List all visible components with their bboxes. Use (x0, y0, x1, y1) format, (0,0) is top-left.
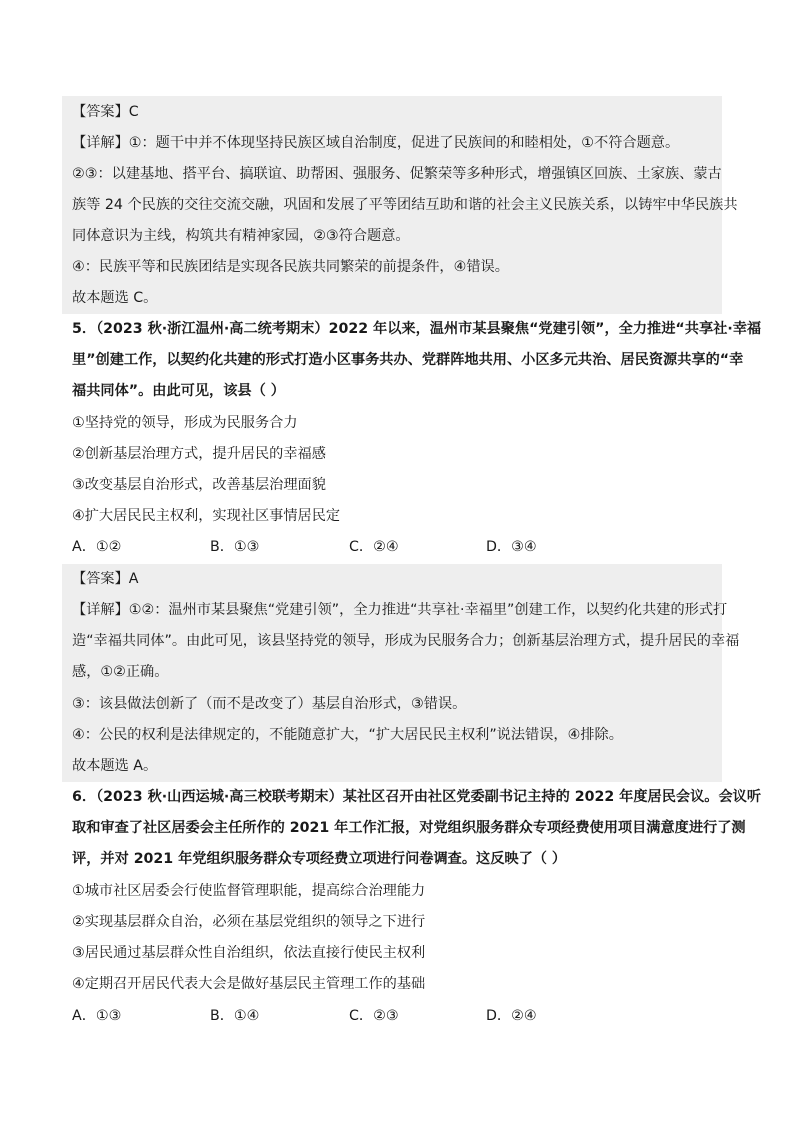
question-stem-q6: 6．（2023 秋·山西运城·高三校联考期末）某社区召开由社区党委副书记主持的 2022 年度居民会议。会议听 (72, 789, 762, 805)
statement-item: ④定期召开居民代表大会是做好基层民主管理工作的基础 (72, 976, 426, 992)
detail-line: ③：该县做法创新了（而不是改变了）基层自治形式，③错误。 (72, 696, 467, 712)
detail-line: 【详解】①：题干中并不体现坚持民族区域自治制度，促进了民族间的和睦相处，①不符合题意。 (72, 135, 680, 151)
options-row-q5 (72, 537, 722, 557)
option-c: C．②③ (349, 1008, 399, 1024)
option-b: B．①④ (210, 1008, 260, 1024)
option-c: C．②④ (349, 539, 399, 555)
statement-item: ②实现基层群众自治，必须在基层党组织的领导之下进行 (72, 914, 426, 930)
detail-line: ④：公民的权利是法律规定的，不能随意扩大，“扩大居民民主权利”说法错误，④排除。 (72, 727, 623, 743)
question-stem-q5: 5．（2023 秋·浙江温州·高二统考期末）2022 年以来，温州市某县聚焦“党建引领”，全力推进“共享社·幸福 (72, 321, 762, 337)
detail-line: 故本题选 A。 (72, 758, 158, 774)
detail-line: 【详解】①②：温州市某县聚焦“党建引领”，全力推进“共享社·幸福里”创建工作，以契约化共建的形式打 (72, 602, 728, 618)
option-a: A．①② (72, 539, 122, 555)
detail-line: ④：民族平等和民族团结是实现各民族共同繁荣的前提条件，④错误。 (72, 259, 509, 275)
statement-item: ①坚持党的领导，形成为民服务合力 (72, 415, 298, 431)
detail-line: 故本题选 C。 (72, 290, 158, 306)
question-stem-q5: 福共同体”。由此可见，该县（ ） (72, 383, 285, 399)
detail-line: 同体意识为主线，构筑共有精神家园，②③符合题意。 (72, 228, 410, 244)
question-stem-q5: 里”创建工作，以契约化共建的形式打造小区事务共办、党群阵地共用、小区多元共治、居民资源共享的“幸 (72, 352, 744, 368)
answer-label-q4: 【答案】C (72, 104, 139, 120)
detail-line: 造“幸福共同体”。由此可见，该县坚持党的领导，形成为民服务合力；创新基层治理方式，提升居民的幸福 (72, 633, 740, 649)
answer-label-q5: 【答案】A (72, 571, 139, 587)
statement-item: ④扩大居民民主权利，实现社区事情居民定 (72, 508, 341, 524)
option-b: B．①③ (210, 539, 260, 555)
statement-item: ①城市社区居委会行使监督管理职能，提高综合治理能力 (72, 883, 426, 899)
statement-item: ③改变基层自治形式，改善基层治理面貌 (72, 477, 326, 493)
statement-item: ②创新基层治理方式，提升居民的幸福感 (72, 446, 326, 462)
options-row-q6 (72, 1006, 722, 1026)
question-stem-q6: 评，并对 2021 年党组织服务群众专项经费立项进行问卷调查。这反映了（ ） (72, 851, 567, 867)
question-stem-q6: 取和审查了社区居委会主任所作的 2021 年工作汇报，对党组织服务群众专项经费使用项目满意度进行了测 (72, 820, 746, 836)
option-d: D．③④ (486, 539, 537, 555)
statement-item: ③居民通过基层群众性自治组织，依法直接行使民主权利 (72, 945, 426, 961)
option-a: A．①③ (72, 1008, 122, 1024)
detail-line: ②③：以建基地、搭平台、搞联谊、助帮困、强服务、促繁荣等多种形式，增强镇区回族、土家族、蒙古 (72, 166, 722, 182)
detail-line: 感，①②正确。 (72, 664, 169, 680)
detail-line: 族等 24 个民族的交往交流交融，巩固和发展了平等团结互助和谐的社会主义民族关系，以铸牢中华民族共 (72, 197, 738, 213)
option-d: D．②④ (486, 1008, 537, 1024)
